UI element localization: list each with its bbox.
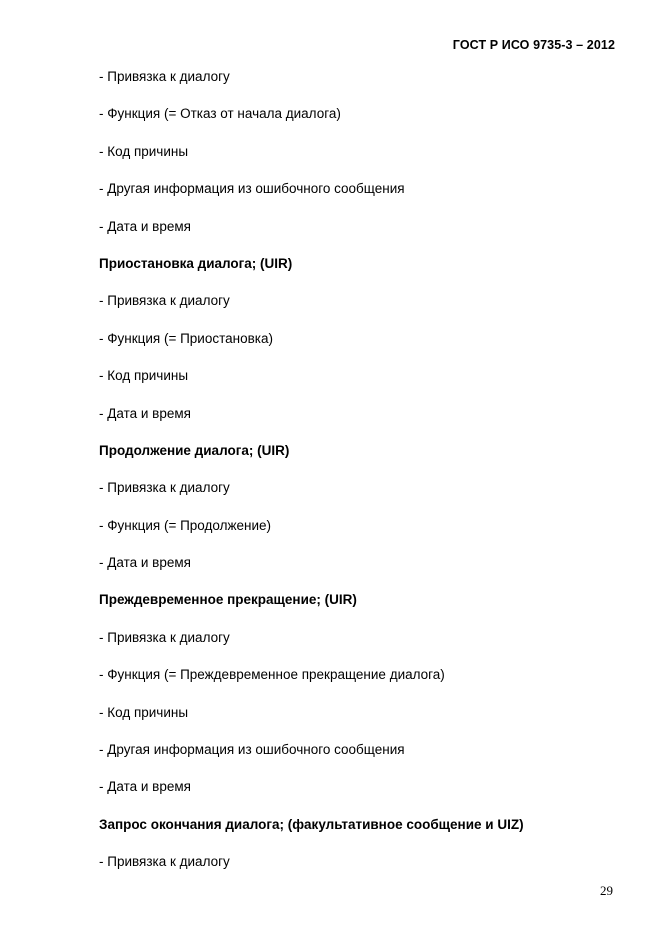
list-item: - Функция (= Продолжение) xyxy=(99,517,272,533)
list-item: - Код причины xyxy=(99,143,189,159)
list-item: - Привязка к диалогу xyxy=(99,629,230,645)
document-body xyxy=(99,68,621,891)
document-code: ГОСТ Р ИСО 9735-3 – 2012 xyxy=(452,38,615,52)
list-item: - Код причины xyxy=(99,368,189,384)
list-item: - Другая информация из ошибочного сообщения xyxy=(99,742,405,758)
list-item: - Дата и время xyxy=(99,405,191,421)
list-item: - Дата и время xyxy=(99,218,191,234)
section-heading: Приостановка диалога; (UIR) xyxy=(99,255,293,271)
list-item: - Дата и время xyxy=(99,555,191,571)
section-heading: Запрос окончания диалога; (факультативное сообщение и UIZ) xyxy=(99,816,524,832)
list-item: - Привязка к диалогу xyxy=(99,69,230,84)
list-item: - Привязка к диалогу xyxy=(99,854,230,870)
list-item: - Функция (= Отказ от начала диалога) xyxy=(99,106,341,122)
list-item: - Дата и время xyxy=(99,779,191,795)
list-item: - Функция (= Преждевременное прекращение диалога) xyxy=(99,667,445,683)
list-item: - Функция (= Приостановка) xyxy=(99,330,273,346)
section-heading: Продолжение диалога; (UIR) xyxy=(99,442,290,458)
page-number: 29 xyxy=(600,883,613,898)
list-item: - Другая информация из ошибочного сообщения xyxy=(99,181,405,197)
list-item: - Код причины xyxy=(99,704,189,720)
section-heading: Преждевременное прекращение; (UIR) xyxy=(99,592,357,608)
list-item: - Привязка к диалогу xyxy=(99,293,230,309)
list-item: - Привязка к диалогу xyxy=(99,480,230,496)
